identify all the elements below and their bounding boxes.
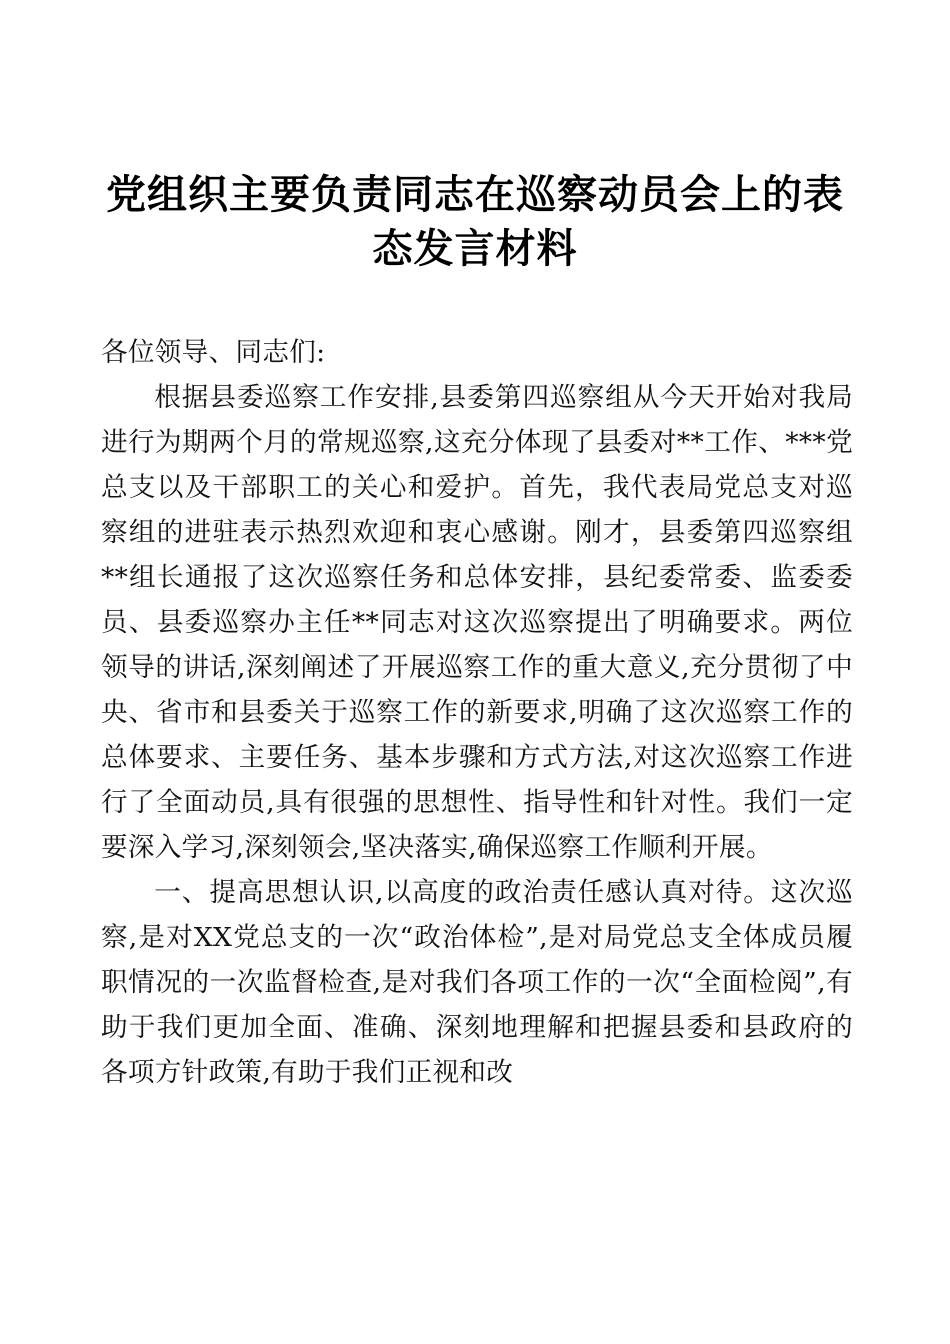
document-body (101, 330, 853, 1095)
document-title: 党组织主要负责同志在巡察动员会上的表态发言材料 (106, 171, 844, 272)
paragraph: 根据县委巡察工作安排,县委第四巡察组从今天开始对我局进行为期两个月的常规巡察,这充分体现了县委对**工作、***党总支以及干部职工的关心和爱护。首先，我代表局党总支对巡察组的进驻表示热烈欢迎和衷心感谢。刚才，县委第四巡察组**组长通报了这次巡察任务和总体安排，县纪委常委、监委委员、县委巡察办主任**同志对这次巡察提出了明确要求。两位领导的讲话,深刻阐述了开展巡察工作的重大意义,充分贯彻了中央、省市和县委关于巡察工作的新要求,明确了这次巡察工作的总体要求、主要任务、基本步骤和方式方法,对这次巡察工作进行了全面动员,具有很强的思想性、指导性和针对性。我们一定要深入学习,深刻领会,坚决落实,确保巡察工作顺利开展。 (101, 382, 853, 863)
salutation: 各位领导、同志们: (101, 337, 326, 368)
paragraph: 一、提高思想认识,以高度的政治责任感认真对待。这次巡察,是对XX党总支的一次“政治体检”,是对局党总支全体成员履职情况的一次监督检查,是对我们各项工作的一次“全面检阅”,有助于我们更加全面、准确、深刻地理解和把握县委和县政府的各项方针政策,有助于我们正视和改 (101, 877, 853, 1088)
